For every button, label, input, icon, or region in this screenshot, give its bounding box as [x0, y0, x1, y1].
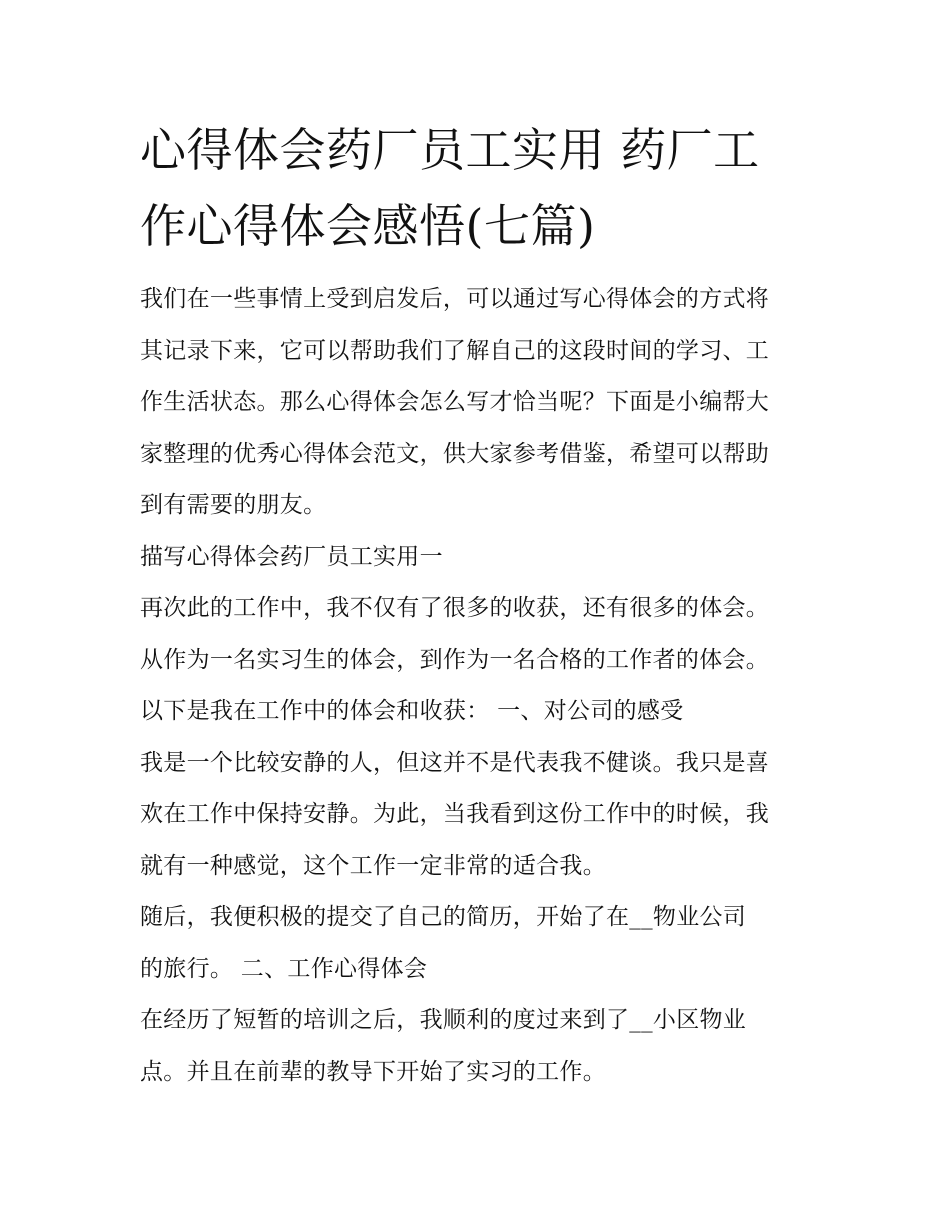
title-line: 心得体会药厂员工实用 药厂工: [140, 123, 760, 177]
body-line: 家整理的优秀心得体会范文，供大家参考借鉴，希望可以帮助: [140, 440, 770, 467]
body-line: 到有需要的朋友。: [140, 492, 327, 518]
body-line: 再次此的工作中，我不仅有了很多的收获，还有很多的体会。: [140, 595, 770, 621]
body-line: 我是一个比较安静的人，但这并不是代表我不健谈。我只是喜: [140, 749, 770, 776]
body-line: 随后，我便积极的提交了自己的简历，开始了在__物业公司: [140, 904, 747, 930]
body-line: 以下是我在工作中的体会和收获： 一、对公司的感受: [140, 698, 684, 724]
body-line: 我们在一些事情上受到启发后，可以通过写心得体会的方式将: [140, 286, 770, 312]
body-line: 作生活状态。那么心得体会怎么写才恰当呢？下面是小编帮大: [140, 389, 770, 415]
body-line: 从作为一名实习生的体会，到作为一名合格的工作者的体会。: [140, 646, 770, 673]
title-line: 作心得体会感悟(七篇): [140, 199, 596, 253]
document-title: [140, 112, 820, 264]
document-body: [140, 274, 830, 1098]
section-heading: 描写心得体会药厂员工实用一: [140, 543, 443, 570]
body-line: 在经历了短暂的培训之后，我顺利的度过来到了__小区物业: [140, 1007, 747, 1033]
body-line: 其记录下来，它可以帮助我们了解自己的这段时间的学习、工: [140, 337, 770, 364]
body-line: 点。并且在前辈的教导下开始了实习的工作。: [140, 1058, 606, 1085]
body-line: 的旅行。 二、工作心得体会: [140, 955, 428, 982]
body-line: 就有一种感觉，这个工作一定非常的适合我。: [140, 852, 606, 879]
body-line: 欢在工作中保持安静。为此，当我看到这份工作中的时候，我: [140, 801, 770, 827]
